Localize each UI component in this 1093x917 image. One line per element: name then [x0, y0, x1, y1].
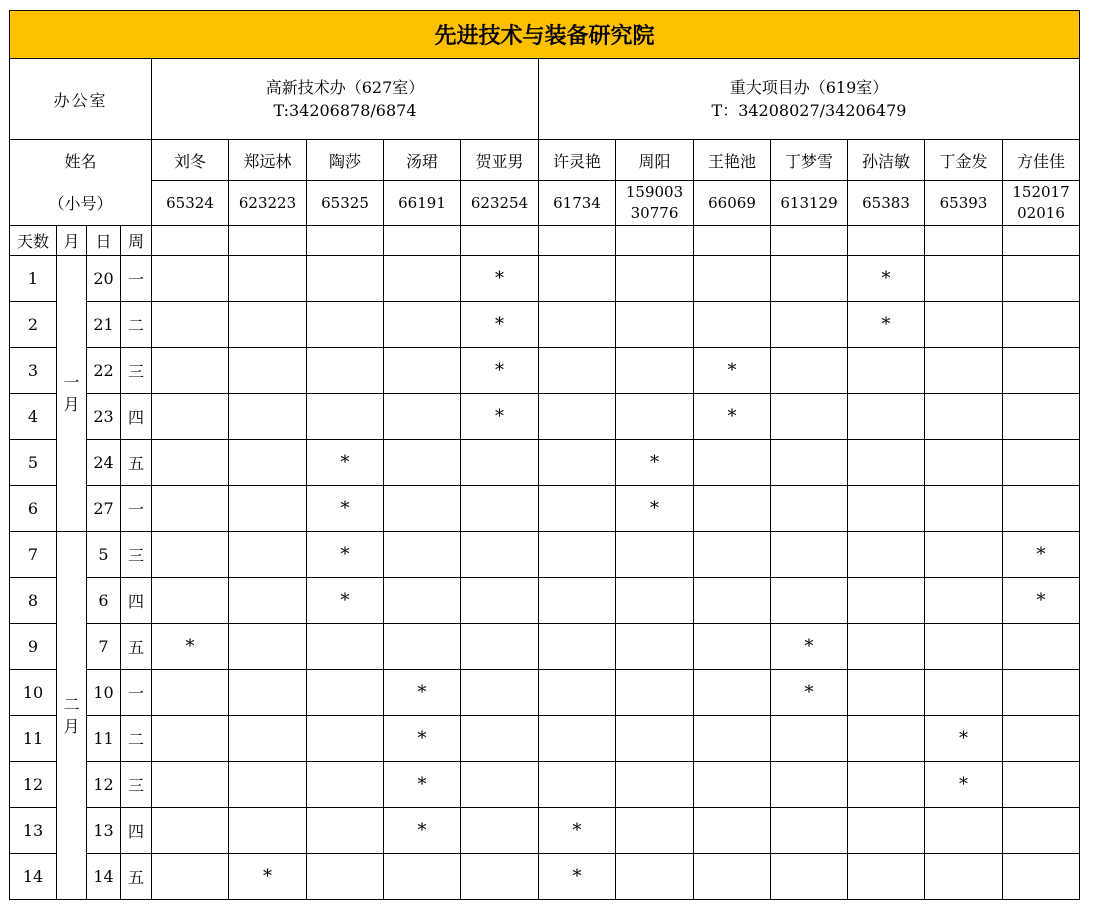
duty-roster-table [9, 10, 1080, 900]
person-ext: 623254 [461, 181, 539, 226]
person-ext: 65383 [848, 181, 925, 226]
day-of-month: 22 [87, 348, 121, 394]
duty-cell [616, 578, 694, 624]
duty-cell [616, 670, 694, 716]
duty-cell [539, 762, 616, 808]
duty-cell [229, 256, 307, 302]
day-count: 12 [10, 762, 57, 808]
duty-cell [152, 854, 229, 900]
duty-cell [307, 854, 384, 900]
duty-cell [848, 348, 925, 394]
duty-cell [694, 762, 771, 808]
duty-cell [152, 808, 229, 854]
header-weekday: 周 [121, 226, 152, 256]
header-blank-cell [539, 226, 616, 256]
weekday: 二 [121, 716, 152, 762]
duty-cell [1003, 486, 1080, 532]
duty-mark: * [229, 854, 307, 900]
duty-cell [925, 440, 1003, 486]
name-label: 姓名 [64, 151, 97, 171]
day-count: 11 [10, 716, 57, 762]
day-count: 8 [10, 578, 57, 624]
duty-cell [229, 716, 307, 762]
person-name: 周阳 [616, 140, 694, 181]
page-title: 先进技术与装备研究院 [10, 11, 1080, 59]
table-row [10, 578, 1080, 624]
duty-cell [229, 486, 307, 532]
day-of-month: 14 [87, 854, 121, 900]
table-row [10, 394, 1080, 440]
duty-cell [616, 624, 694, 670]
day-of-month: 7 [87, 624, 121, 670]
duty-cell [307, 394, 384, 440]
duty-mark: * [461, 348, 539, 394]
day-count: 10 [10, 670, 57, 716]
duty-cell [229, 440, 307, 486]
duty-cell [1003, 256, 1080, 302]
duty-cell [152, 302, 229, 348]
duty-mark: * [461, 302, 539, 348]
duty-mark: * [616, 440, 694, 486]
duty-cell [229, 578, 307, 624]
duty-cell [384, 578, 461, 624]
duty-cell [461, 670, 539, 716]
person-name: 王艳池 [694, 140, 771, 181]
person-name: 许灵艳 [539, 140, 616, 181]
person-ext: 152017 02016 [1003, 181, 1080, 226]
duty-cell [1003, 854, 1080, 900]
person-name: 郑远林 [229, 140, 307, 181]
duty-cell [307, 348, 384, 394]
day-of-month: 6 [87, 578, 121, 624]
duty-cell [1003, 302, 1080, 348]
day-of-month: 24 [87, 440, 121, 486]
duty-cell [694, 670, 771, 716]
duty-cell [229, 670, 307, 716]
duty-cell [694, 854, 771, 900]
duty-cell [307, 808, 384, 854]
weekday: 五 [121, 624, 152, 670]
duty-cell [461, 578, 539, 624]
header-blank-cell [616, 226, 694, 256]
duty-cell [461, 808, 539, 854]
duty-cell [384, 348, 461, 394]
duty-cell [925, 256, 1003, 302]
duty-cell [152, 256, 229, 302]
duty-cell [848, 486, 925, 532]
duty-cell [616, 394, 694, 440]
duty-cell [461, 532, 539, 578]
duty-cell [694, 716, 771, 762]
duty-cell [1003, 394, 1080, 440]
duty-mark: * [539, 854, 616, 900]
duty-cell [694, 440, 771, 486]
header-blank-cell [1003, 226, 1080, 256]
header-blank-cell [461, 226, 539, 256]
weekday: 一 [121, 486, 152, 532]
person-ext: 66191 [384, 181, 461, 226]
duty-cell [307, 256, 384, 302]
day-count: 4 [10, 394, 57, 440]
person-ext: 65393 [925, 181, 1003, 226]
duty-cell [694, 532, 771, 578]
duty-cell [461, 624, 539, 670]
weekday: 四 [121, 808, 152, 854]
duty-mark: * [307, 440, 384, 486]
duty-cell [307, 670, 384, 716]
duty-cell [616, 716, 694, 762]
weekday: 二 [121, 302, 152, 348]
month-label: 一 月 [57, 256, 87, 532]
duty-cell [848, 670, 925, 716]
duty-cell [848, 440, 925, 486]
duty-cell [694, 624, 771, 670]
day-count: 9 [10, 624, 57, 670]
duty-cell [384, 854, 461, 900]
duty-cell [616, 256, 694, 302]
person-ext: 65324 [152, 181, 229, 226]
header-blank-cell [229, 226, 307, 256]
table-row [10, 854, 1080, 900]
duty-cell [384, 486, 461, 532]
duty-cell [384, 394, 461, 440]
duty-cell [1003, 716, 1080, 762]
duty-cell [152, 486, 229, 532]
duty-cell [539, 624, 616, 670]
header-blank-cell [152, 226, 229, 256]
duty-cell [307, 762, 384, 808]
duty-cell [152, 348, 229, 394]
header-blank-cell [307, 226, 384, 256]
duty-mark: * [771, 624, 848, 670]
duty-cell [616, 532, 694, 578]
weekday: 三 [121, 348, 152, 394]
duty-cell [152, 578, 229, 624]
day-of-month: 21 [87, 302, 121, 348]
duty-cell [925, 486, 1003, 532]
weekday: 一 [121, 256, 152, 302]
office-b-name: 重大项目办（619室） [729, 78, 889, 97]
header-month: 月 [57, 226, 87, 256]
header-blank-cell [848, 226, 925, 256]
duty-cell [229, 348, 307, 394]
duty-cell [461, 854, 539, 900]
duty-cell [848, 762, 925, 808]
duty-cell [925, 578, 1003, 624]
table-row [10, 716, 1080, 762]
duty-mark: * [616, 486, 694, 532]
day-count: 5 [10, 440, 57, 486]
day-count: 14 [10, 854, 57, 900]
duty-cell [771, 532, 848, 578]
duty-mark: * [771, 670, 848, 716]
header-days: 天数 [10, 226, 57, 256]
duty-cell [307, 302, 384, 348]
day-of-month: 27 [87, 486, 121, 532]
person-ext: 66069 [694, 181, 771, 226]
weekday: 四 [121, 394, 152, 440]
duty-mark: * [461, 256, 539, 302]
person-name: 丁梦雪 [771, 140, 848, 181]
duty-cell [925, 302, 1003, 348]
duty-cell [152, 716, 229, 762]
office-a [152, 59, 539, 140]
duty-mark: * [307, 532, 384, 578]
table-row [10, 624, 1080, 670]
duty-cell [229, 302, 307, 348]
duty-cell [384, 302, 461, 348]
duty-cell [848, 716, 925, 762]
duty-cell [925, 394, 1003, 440]
duty-mark: * [307, 578, 384, 624]
duty-mark: * [461, 394, 539, 440]
person-ext: 623223 [229, 181, 307, 226]
duty-cell [384, 440, 461, 486]
duty-cell [539, 532, 616, 578]
duty-mark: * [1003, 578, 1080, 624]
duty-cell [771, 348, 848, 394]
day-of-month: 20 [87, 256, 121, 302]
day-of-month: 23 [87, 394, 121, 440]
table-row [10, 440, 1080, 486]
duty-cell [152, 762, 229, 808]
table-row [10, 808, 1080, 854]
duty-cell [1003, 808, 1080, 854]
duty-cell [925, 670, 1003, 716]
day-count: 6 [10, 486, 57, 532]
day-of-month: 11 [87, 716, 121, 762]
person-ext: 61734 [539, 181, 616, 226]
duty-cell [229, 808, 307, 854]
duty-cell [616, 348, 694, 394]
day-of-month: 13 [87, 808, 121, 854]
duty-mark: * [1003, 532, 1080, 578]
duty-cell [461, 762, 539, 808]
weekday: 三 [121, 532, 152, 578]
person-name: 刘冬 [152, 140, 229, 181]
duty-cell [925, 854, 1003, 900]
day-of-month: 10 [87, 670, 121, 716]
duty-cell [539, 578, 616, 624]
duty-cell [694, 578, 771, 624]
duty-cell [616, 854, 694, 900]
table-row [10, 256, 1080, 302]
day-count: 7 [10, 532, 57, 578]
header-blank-cell [694, 226, 771, 256]
duty-cell [1003, 762, 1080, 808]
header-blank-cell [925, 226, 1003, 256]
person-ext: 159003 30776 [616, 181, 694, 226]
office-b-phone: T：34208027/34206479 [711, 101, 907, 120]
duty-cell [1003, 624, 1080, 670]
weekday: 一 [121, 670, 152, 716]
table-row [10, 762, 1080, 808]
header-blank-cell [384, 226, 461, 256]
day-count: 13 [10, 808, 57, 854]
duty-cell [771, 578, 848, 624]
day-of-month: 12 [87, 762, 121, 808]
duty-mark: * [384, 808, 461, 854]
duty-cell [1003, 670, 1080, 716]
duty-cell [694, 302, 771, 348]
duty-cell [384, 624, 461, 670]
office-a-phone: T:34206878/6874 [273, 101, 417, 120]
weekday: 四 [121, 578, 152, 624]
duty-mark: * [384, 670, 461, 716]
duty-mark: * [848, 302, 925, 348]
person-name: 方佳佳 [1003, 140, 1080, 181]
header-blank-cell [771, 226, 848, 256]
duty-cell [925, 808, 1003, 854]
day-count: 2 [10, 302, 57, 348]
duty-cell [771, 302, 848, 348]
duty-cell [539, 716, 616, 762]
person-name: 贺亚男 [461, 140, 539, 181]
duty-cell [307, 716, 384, 762]
day-count: 1 [10, 256, 57, 302]
duty-cell [152, 440, 229, 486]
weekday: 三 [121, 762, 152, 808]
duty-cell [771, 762, 848, 808]
duty-cell [229, 394, 307, 440]
duty-cell [771, 394, 848, 440]
person-ext: 613129 [771, 181, 848, 226]
header-day: 日 [87, 226, 121, 256]
weekday: 五 [121, 854, 152, 900]
duty-mark: * [694, 348, 771, 394]
duty-cell [848, 808, 925, 854]
duty-cell [771, 486, 848, 532]
weekday: 五 [121, 440, 152, 486]
ext-label: （小号） [48, 193, 113, 213]
duty-cell [152, 394, 229, 440]
duty-mark: * [307, 486, 384, 532]
person-name: 汤珺 [384, 140, 461, 181]
duty-cell [771, 808, 848, 854]
duty-cell [771, 440, 848, 486]
duty-mark: * [925, 716, 1003, 762]
duty-cell [1003, 348, 1080, 394]
duty-cell [384, 532, 461, 578]
duty-cell [694, 256, 771, 302]
duty-mark: * [925, 762, 1003, 808]
office-b [539, 59, 1080, 140]
duty-cell [925, 624, 1003, 670]
duty-cell [539, 394, 616, 440]
duty-cell [539, 348, 616, 394]
office-label: 办公室 [10, 59, 152, 140]
person-name: 孙洁敏 [848, 140, 925, 181]
person-name: 陶莎 [307, 140, 384, 181]
duty-cell [307, 624, 384, 670]
duty-cell [694, 486, 771, 532]
duty-cell [539, 486, 616, 532]
duty-cell [616, 762, 694, 808]
duty-cell [229, 624, 307, 670]
day-of-month: 5 [87, 532, 121, 578]
duty-mark: * [848, 256, 925, 302]
person-ext: 65325 [307, 181, 384, 226]
duty-cell [925, 348, 1003, 394]
duty-cell [848, 624, 925, 670]
duty-mark: * [694, 394, 771, 440]
duty-cell [539, 302, 616, 348]
duty-mark: * [152, 624, 229, 670]
duty-cell [848, 394, 925, 440]
duty-cell [461, 716, 539, 762]
duty-cell [848, 532, 925, 578]
day-count: 3 [10, 348, 57, 394]
duty-cell [152, 532, 229, 578]
duty-mark: * [384, 762, 461, 808]
duty-mark: * [384, 716, 461, 762]
duty-cell [1003, 440, 1080, 486]
month-label: 二 月 [57, 532, 87, 900]
duty-cell [539, 440, 616, 486]
duty-cell [925, 532, 1003, 578]
duty-cell [616, 302, 694, 348]
name-ext-label [10, 140, 152, 226]
duty-mark: * [539, 808, 616, 854]
table-row [10, 670, 1080, 716]
duty-cell [384, 256, 461, 302]
duty-cell [694, 808, 771, 854]
duty-cell [771, 256, 848, 302]
table-row [10, 348, 1080, 394]
duty-cell [771, 716, 848, 762]
table-row [10, 532, 1080, 578]
table-row [10, 486, 1080, 532]
duty-cell [848, 578, 925, 624]
duty-cell [539, 256, 616, 302]
duty-cell [461, 486, 539, 532]
duty-cell [229, 762, 307, 808]
duty-cell [848, 854, 925, 900]
duty-cell [771, 854, 848, 900]
office-a-name: 高新技术办（627室） [265, 78, 425, 97]
duty-cell [539, 670, 616, 716]
duty-cell [152, 670, 229, 716]
duty-cell [229, 532, 307, 578]
duty-cell [461, 440, 539, 486]
person-name: 丁金发 [925, 140, 1003, 181]
duty-cell [616, 808, 694, 854]
table-row [10, 302, 1080, 348]
